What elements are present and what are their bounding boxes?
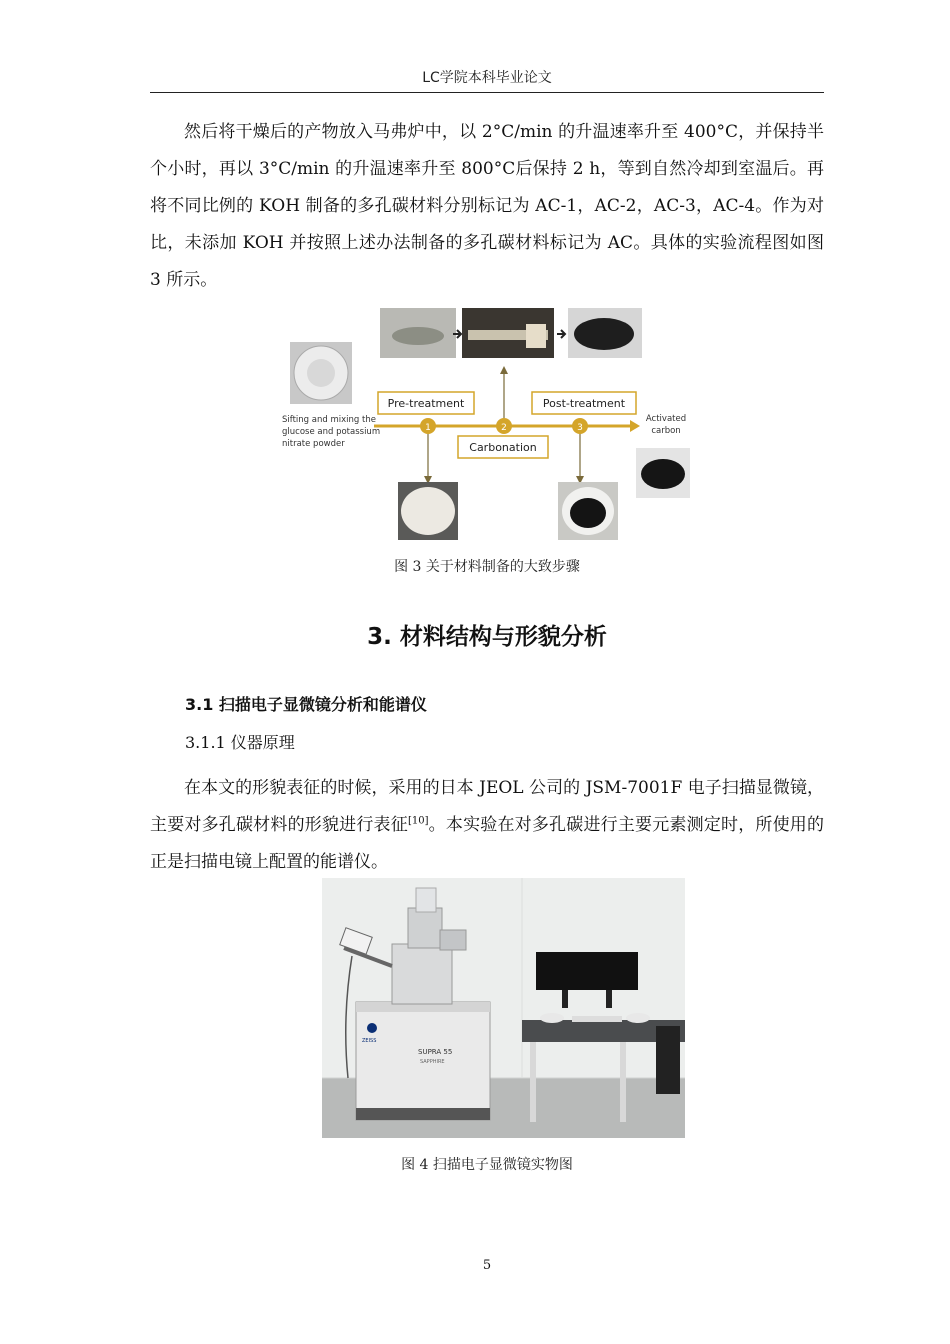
pre-treatment-label: Pre-treatment	[387, 397, 465, 410]
sem-brand-label: ZEISS	[362, 1038, 377, 1044]
step-3-number: 3	[577, 423, 583, 433]
figure-3-caption: 图 3 关于材料制备的大致步骤	[394, 559, 580, 575]
left-label-line-1: Sifting and mixing the	[282, 415, 376, 425]
left-label-line-3: nitrate powder	[282, 439, 345, 449]
paragraph-process: 然后将干燥后的产物放入马弗炉中，以 2°C/min 的升温速率升至 400°C，并保持半个小时，再以 3°C/min 的升温速率升至 800°C后保持 2 h，等到自然冷却到室温后。再将不同比例的 KOH 制备的多孔碳材料分别标记为 AC-1，AC-2，AC-3，AC-4。作为对比，未添加 KOH 并按照上述办法制备的多孔碳材料标记为 AC。具体的实验流程图如图 3 所示。	[150, 122, 824, 290]
sem-model-sublabel: SAPPHIRE	[420, 1059, 445, 1065]
carbonation-label: Carbonation	[469, 441, 537, 454]
section-3-heading: 3. 材料结构与形貌分析	[367, 624, 607, 650]
step-2-number: 2	[501, 423, 507, 433]
pc-tower	[656, 1026, 680, 1094]
post-treatment-label: Post-treatment	[542, 397, 626, 410]
section-3-1-1-heading: 3.1.1 仪器原理	[185, 733, 295, 752]
paragraph-sem	[150, 770, 824, 881]
left-label-line-2: glucose and potassium	[282, 427, 381, 437]
monitor-right	[580, 952, 638, 990]
sem-column	[392, 944, 452, 1004]
figure-3-flowchart	[278, 306, 698, 544]
paragraph-sem-text-end: 。本实验在对多孔碳进行主要元素测定时，所使用的正是扫描电镜上配置的能谱仪。	[150, 815, 825, 872]
figure-4-sem-photo	[322, 878, 685, 1138]
page-number: 5	[482, 1258, 492, 1273]
section-3-1-heading: 3.1 扫描电子显微镜分析和能谱仪	[185, 695, 427, 714]
right-label-line-1: Activated	[645, 414, 687, 424]
citation-ref: [10]	[407, 815, 429, 827]
header-title: LC学院本科毕业论文	[422, 70, 552, 86]
step-1-number: 1	[425, 423, 431, 433]
page-header	[150, 66, 824, 93]
figure-4-caption: 图 4 扫描电子显微镜实物图	[401, 1157, 573, 1173]
sem-model-label: SUPRA 55	[418, 1048, 453, 1056]
paragraph-sem-text: 在本文的形貌表征的时候，采用的日本 JEOL 公司的 JSM-7001F 电子扫描显微镜，主要对多孔碳材料的形貌进行表征	[150, 778, 824, 835]
right-label-line-2: carbon	[651, 426, 681, 436]
